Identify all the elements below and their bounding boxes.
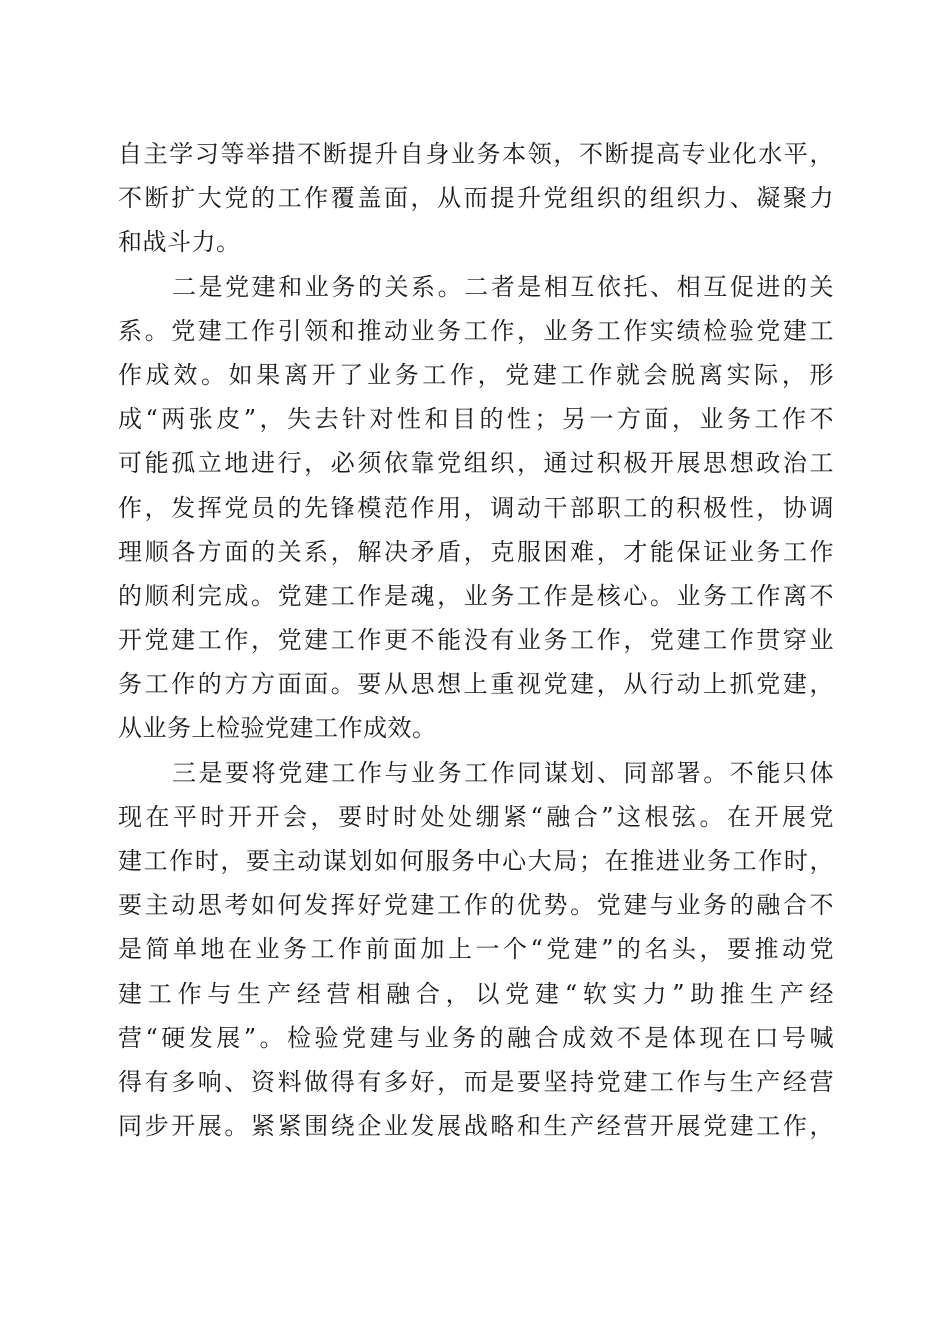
paragraph-1	[118, 132, 834, 265]
text-line: 成“两张皮”，失去针对性和目的性；另一方面，业务工作不	[118, 405, 834, 434]
text-line: 可能孤立地进行，必须依靠党组织，通过积极开展思想政治工	[118, 449, 834, 478]
paragraph-3	[118, 751, 834, 1149]
text-line: 二是党建和业务的关系。二者是相互依托、相互促进的关	[172, 272, 834, 301]
text-line: 理顺各方面的关系，解决矛盾，克服困难，才能保证业务工作	[118, 537, 834, 566]
text-line: 务工作的方方面面。要从思想上重视党建，从行动上抓党建，	[118, 670, 834, 699]
text-line: 现在平时开开会，要时时处处绷紧“融合”这根弦。在开展党	[118, 802, 834, 831]
text-line: 同步开展。紧紧围绕企业发展战略和生产经营开展党建工作，	[118, 1112, 834, 1141]
text-line: 建工作与生产经营相融合，以党建“软实力”助推生产经	[118, 979, 834, 1008]
text-line: 开党建工作，党建工作更不能没有业务工作，党建工作贯穿业	[118, 626, 834, 655]
text-line: 作，发挥党员的先锋模范作用，调动干部职工的积极性，协调	[118, 493, 834, 522]
text-line: 是简单地在业务工作前面加上一个“党建”的名头，要推动党	[118, 935, 834, 964]
text-line: 不断扩大党的工作覆盖面，从而提升党组织的组织力、凝聚力	[118, 184, 834, 213]
text-line: 建工作时，要主动谋划如何服务中心大局；在推进业务工作时，	[118, 847, 834, 875]
text-line: 要主动思考如何发挥好党建工作的优势。党建与业务的融合不	[118, 891, 834, 920]
text-line: 三是要将党建工作与业务工作同谋划、同部署。不能只体	[172, 758, 834, 787]
text-line: 得有多响、资料做得有多好，而是要坚持党建工作与生产经营	[118, 1067, 834, 1096]
text-line: 营“硬发展”。检验党建与业务的融合成效不是体现在口号喊	[118, 1023, 834, 1052]
text-line: 作成效。如果离开了业务工作，党建工作就会脱离实际，形	[118, 360, 834, 389]
document-body	[118, 132, 834, 1148]
text-line: 系。党建工作引领和推动业务工作，业务工作实绩检验党建工	[118, 316, 834, 345]
text-line: 的顺利完成。党建工作是魂，业务工作是核心。业务工作离不	[118, 581, 834, 610]
text-line: 和战斗力。	[118, 228, 241, 257]
paragraph-2	[118, 265, 834, 751]
text-line: 自主学习等举措不断提升自身业务本领，不断提高专业化水平，	[118, 140, 834, 168]
text-line: 从业务上检验党建工作成效。	[118, 714, 437, 743]
